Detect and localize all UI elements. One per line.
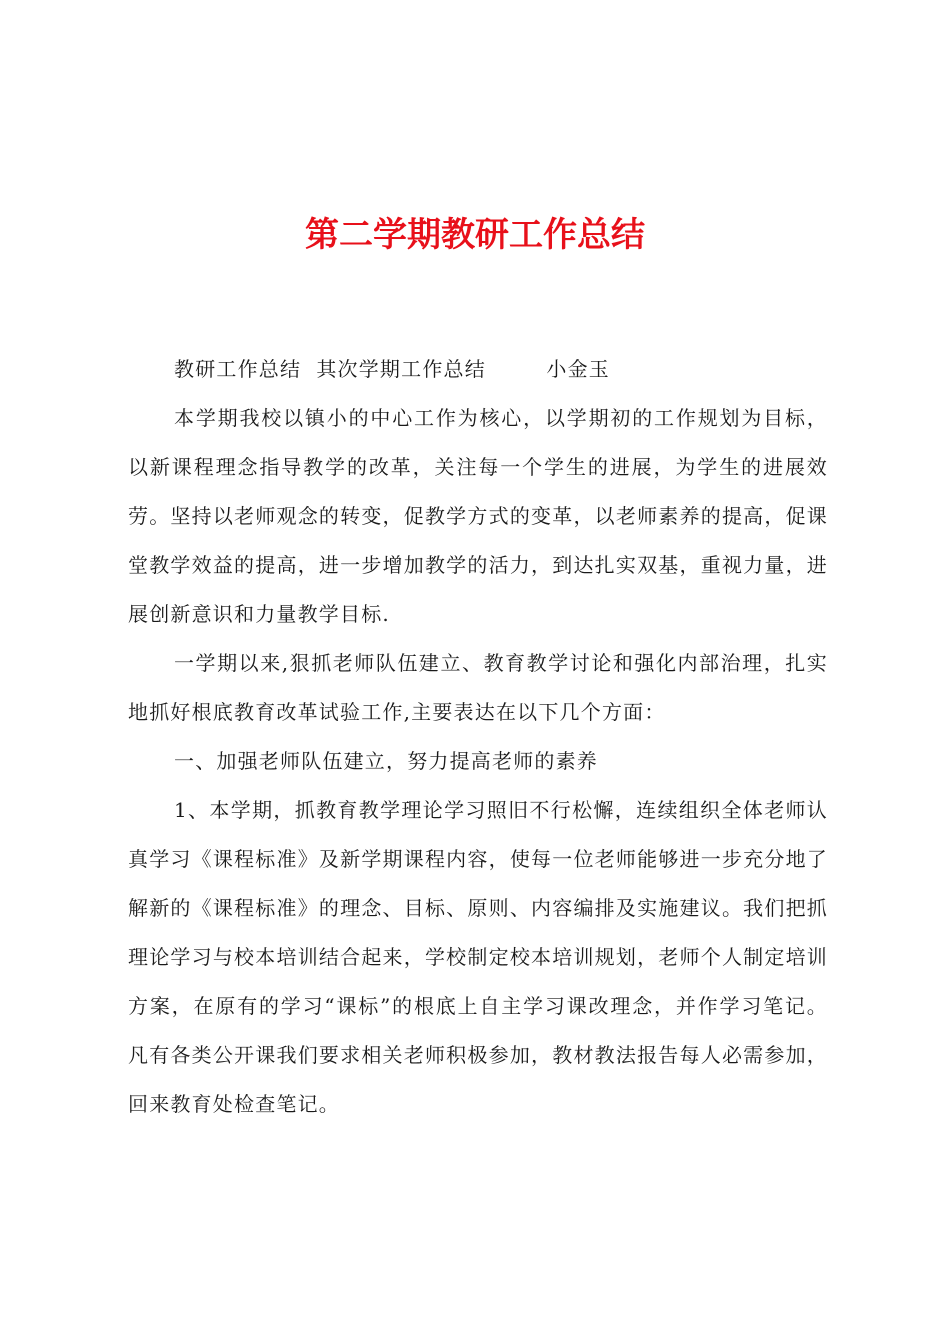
section-heading-1: 一、加强老师队伍建立，努力提高老师的素养 (174, 749, 598, 773)
byline: 教研工作总结 其次学期工作总结 小金玉 (174, 357, 610, 381)
paragraph-intro: 本学期我校以镇小的中心工作为核心，以学期初的工作规划为目标，以新课程理念指导教学的改革，关注每一个学生的进展，为学生的进展效劳。坚持以老师观念的转变，促教学方式的变革，以老师素养的提高，促课堂教学效益的提高，进一步增加教学的活力，到达扎实双基，重视力量，进展创新意识和力量教学目标. (128, 406, 828, 626)
document-body (128, 345, 828, 1129)
paragraph-overview: 一学期以来,狠抓老师队伍建立、教育教学讨论和强化内部治理，扎实地抓好根底教育改革试验工作,主要表达在以下几个方面： (128, 651, 828, 724)
paragraph-item-1: 1、本学期，抓教育教学理论学习照旧不行松懈，连续组织全体老师认真学习《课程标准》及新学期课程内容，使每一位老师能够进一步充分地了解新的《课程标准》的理念、目标、原则、内容编排及实施建议。我们把抓理论学习与校本培训结合起来，学校制定校本培训规划，老师个人制定培训方案，在原有的学习“课标”的根底上自主学习课改理念，并作学习笔记。凡有各类公开课我们要求相关老师积极参加，教材教法报告每人必需参加，回来教育处检查笔记。 (128, 798, 828, 1116)
document-title: 第二学期教研工作总结 (305, 215, 645, 255)
